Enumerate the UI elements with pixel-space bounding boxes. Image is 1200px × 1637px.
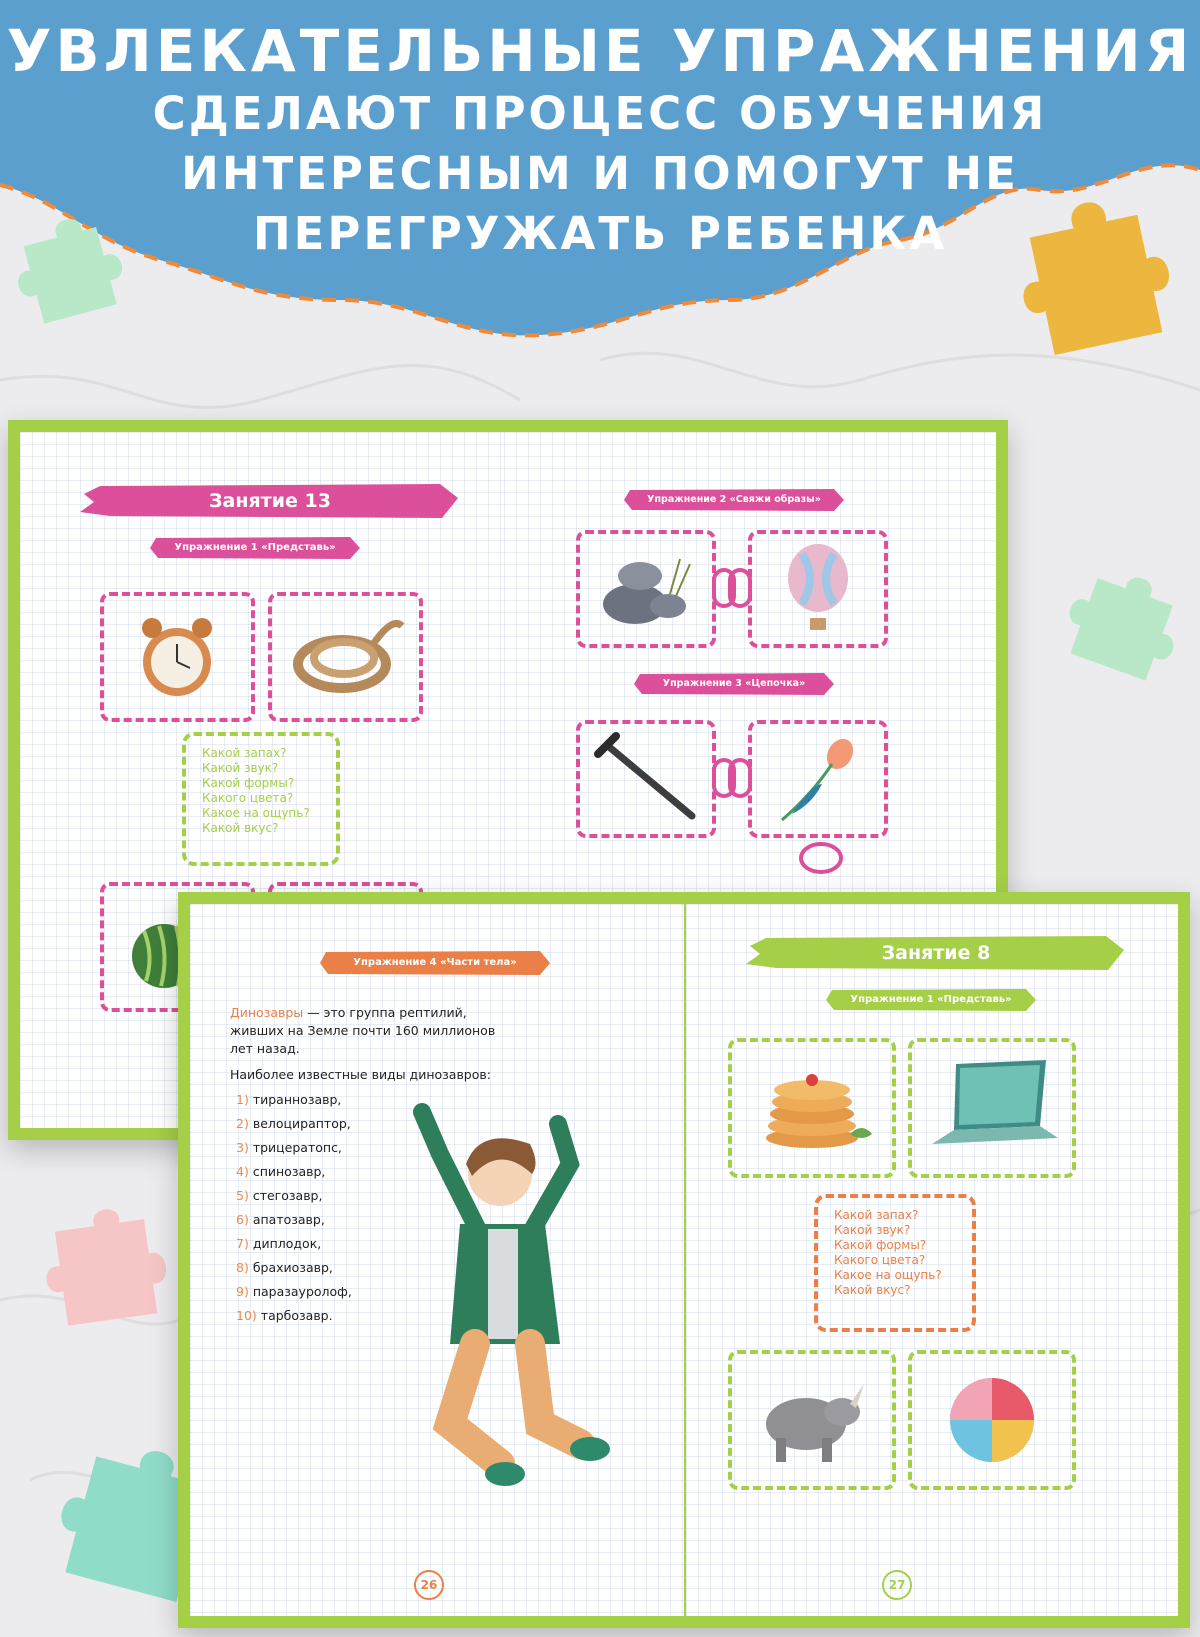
question-touch: Какое на ощупь? [834,1268,942,1282]
tulip-icon [752,724,884,834]
exercise3-label-banner [634,672,834,696]
page-number-26: 26 [414,1570,444,1600]
rope-icon [272,596,419,718]
image-box-balloon [748,530,888,648]
question-taste: Какой вкус? [202,821,279,835]
front-book-left-page [190,904,684,1616]
list-item: 3) трицератопс, [236,1140,342,1155]
green-puzzle-piece-icon [10,205,130,325]
question-smell: Какой запах? [834,1208,919,1222]
list-item: 5) стегозавр, [236,1188,323,1203]
image-box-nail [576,720,716,838]
question-smell: Какой запах? [202,746,287,760]
list-item: 10) тарбозавр. [236,1308,333,1323]
image-box-alarm-clock [100,592,255,722]
lesson8-title-banner [746,934,1126,972]
list-item: 1) тираннозавр, [236,1092,342,1107]
pancakes-icon [732,1042,892,1174]
image-box-rhino [728,1350,896,1490]
question-color: Какого цвета? [202,791,294,805]
image-box-pancakes [728,1038,896,1178]
page-number-27: 27 [882,1570,912,1600]
exercise-label: Упражнение 1 «Представь» [850,994,1012,1005]
exercise3-label: Упражнение 3 «Цепочка» [662,678,806,689]
exercise-label-banner [826,988,1036,1012]
question-sound: Какой звук? [202,761,279,775]
header-line-1: УВЛЕКАТЕЛЬНЫЕ УПРАЖНЕНИЯ [6,17,1194,85]
chain-link-icon [796,836,846,880]
question-color: Какого цвета? [834,1253,926,1267]
beach-ball-icon [912,1354,1072,1486]
exercise4-label: Упражнение 4 «Части тела» [353,957,517,968]
question-sound: Какой звук? [834,1223,911,1237]
dinosaur-list [236,1088,352,1328]
question-touch: Какое на ощупь? [202,806,310,820]
intro-line-3: лет назад. [230,1041,300,1056]
mint-puzzle-piece-icon [1065,560,1185,680]
lesson-title: Занятие 8 [881,942,991,964]
dinosaur-intro-text [230,1004,510,1058]
exercise4-label-banner [320,950,550,976]
pink-puzzle-piece-icon [40,1200,170,1330]
alarm-clock-icon [104,596,251,718]
question-taste: Какой вкус? [834,1283,911,1297]
yellow-puzzle-piece-icon [1010,185,1180,355]
list-item: 6) апатозавр, [236,1212,325,1227]
intro-highlight: Динозавры [230,1005,304,1020]
image-box-tulip [748,720,888,838]
list-item: 7) диплодок, [236,1236,322,1251]
header-line-2: СДЕЛАЮТ ПРОЦЕСС ОБУЧЕНИЯ [152,87,1048,140]
lesson-title: Занятие 13 [209,490,331,512]
list-heading: Наиболее известные виды динозавров: [230,1067,491,1082]
laptop-icon [912,1042,1072,1174]
exercise-label-banner [150,536,360,560]
stones-icon [580,534,712,644]
intro-line-2: живших на Земле почти 160 миллионов [230,1023,496,1038]
hot-air-balloon-icon [752,534,884,644]
header-line-3: ИНТЕРЕСНЫМ И ПОМОГУТ НЕ [181,147,1019,200]
nail-icon [580,724,712,834]
front-book-spread [178,892,1190,1628]
exercise2-label: Упражнение 2 «Свяжи образы» [647,494,821,505]
rhino-icon [732,1354,892,1486]
questions-box [182,732,340,866]
jumping-boy-icon [380,1104,620,1524]
exercise2-label-banner [624,488,844,512]
image-box-laptop [908,1038,1076,1178]
exercise-label: Упражнение 1 «Представь» [174,542,336,553]
image-box-stones [576,530,716,648]
chain-link-icon [710,754,754,804]
lesson-title-banner [80,482,460,520]
chain-link-icon [710,564,754,614]
image-box-ball [908,1350,1076,1490]
question-shape: Какой формы? [202,776,295,790]
question-shape: Какой формы? [834,1238,927,1252]
list-item: 2) велоцираптор, [236,1116,351,1131]
list-item: 8) брахиозавр, [236,1260,333,1275]
questions-box [814,1194,976,1332]
list-item: 4) спинозавр, [236,1164,326,1179]
intro-rest: — это группа рептилий, [303,1005,467,1020]
list-item: 9) паразауролоф, [236,1284,352,1299]
header-line-4: ПЕРЕГРУЖАТЬ РЕБЕНКА [252,207,948,260]
image-box-rope [268,592,423,722]
front-book-right-page [686,904,1178,1616]
